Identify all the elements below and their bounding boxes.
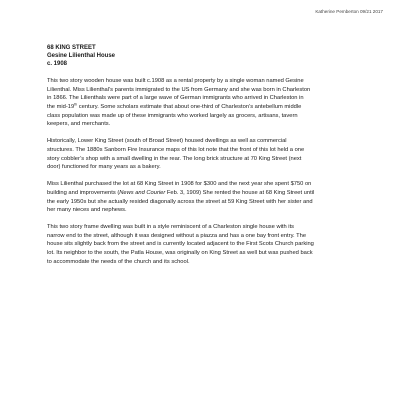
address-heading: 68 KING STREET [47, 45, 96, 51]
author-note: Katherine Pemberton 09/21 2017 [315, 9, 383, 14]
paragraph-3 [47, 180, 353, 214]
paragraph-line: This two story wooden house was built c.1908 as a rental property by a single woman named Gesine [47, 78, 304, 85]
paragraph-line: This two story frame dwelling was built in a style reminiscent of a Charleston single house with its [47, 224, 295, 231]
paragraph-1 [47, 77, 353, 129]
paragraph-line: lot. Its neighbor to the south, the Patla House, was originally on King Street as well but was pushed back [47, 250, 313, 257]
paragraph-line: door) functioned for many years as a bakery. [47, 164, 161, 171]
paragraph-line: to accommodate the needs of the church and its school. [47, 258, 190, 265]
newspaper-citation: News and Courier [119, 189, 166, 196]
paragraph-line: the mid-19th century. Some scholars estimate that about one-third of Charleston’s antebellum middle [47, 102, 302, 110]
house-name-heading: Gesine Lilienthal House [47, 53, 116, 60]
paragraph-line: house sits slightly back from the street and is currently located adjacent to the First Scots Church parking [47, 241, 314, 248]
date-heading: c. 1908 [47, 61, 68, 68]
paragraph-line: the early 1950s but she actually resided diagonally across the street at 59 King Street with her sister and [47, 198, 313, 205]
paragraph-line: in 1866. The Lilienthals were part of a large wave of German immigrants who arrived in Charleston in [47, 95, 304, 102]
paragraph-line: Historically, Lower King Street (south of Broad Street) housed dwellings as well as commercial [47, 138, 287, 145]
paragraphs-container [47, 77, 353, 266]
superscript: th [74, 102, 78, 107]
paragraph-line: keepers, and merchants. [47, 121, 111, 128]
document-body [47, 44, 353, 275]
paragraph-line: story cobbler’s shop with a small dwelling in the rear. The long brick structure at 70 King Street (next [47, 155, 302, 162]
paragraph-line: class population was made up of these immigrants who worked largely as grocers, artisans, tavern [47, 112, 298, 119]
paragraph-4 [47, 223, 353, 266]
paragraph-2 [47, 137, 353, 171]
paragraph-line: building and improvements (News and Courier Feb. 3, 1909) She rented the house at 68 King Street until [47, 189, 315, 196]
paragraph-line: her many nieces and nephews. [47, 207, 127, 214]
title-block [47, 44, 353, 69]
paragraph-line: Lilienthal. Miss Lilienthal’s parents immigrated to the US from Germany and she was born in Charleston [47, 86, 311, 93]
paragraph-line: Miss Lilienthal purchased the lot at 68 King Street in 1908 for $300 and the next year she spent $750 on [47, 181, 312, 188]
paragraph-line: structures. The 1880s Sanborn Fire Insurance maps of this lot note that the front of this lot held a one [47, 146, 305, 153]
paragraph-line: narrow end to the street, although it was designed without a piazza and has a one bay front entry. The [47, 232, 307, 239]
